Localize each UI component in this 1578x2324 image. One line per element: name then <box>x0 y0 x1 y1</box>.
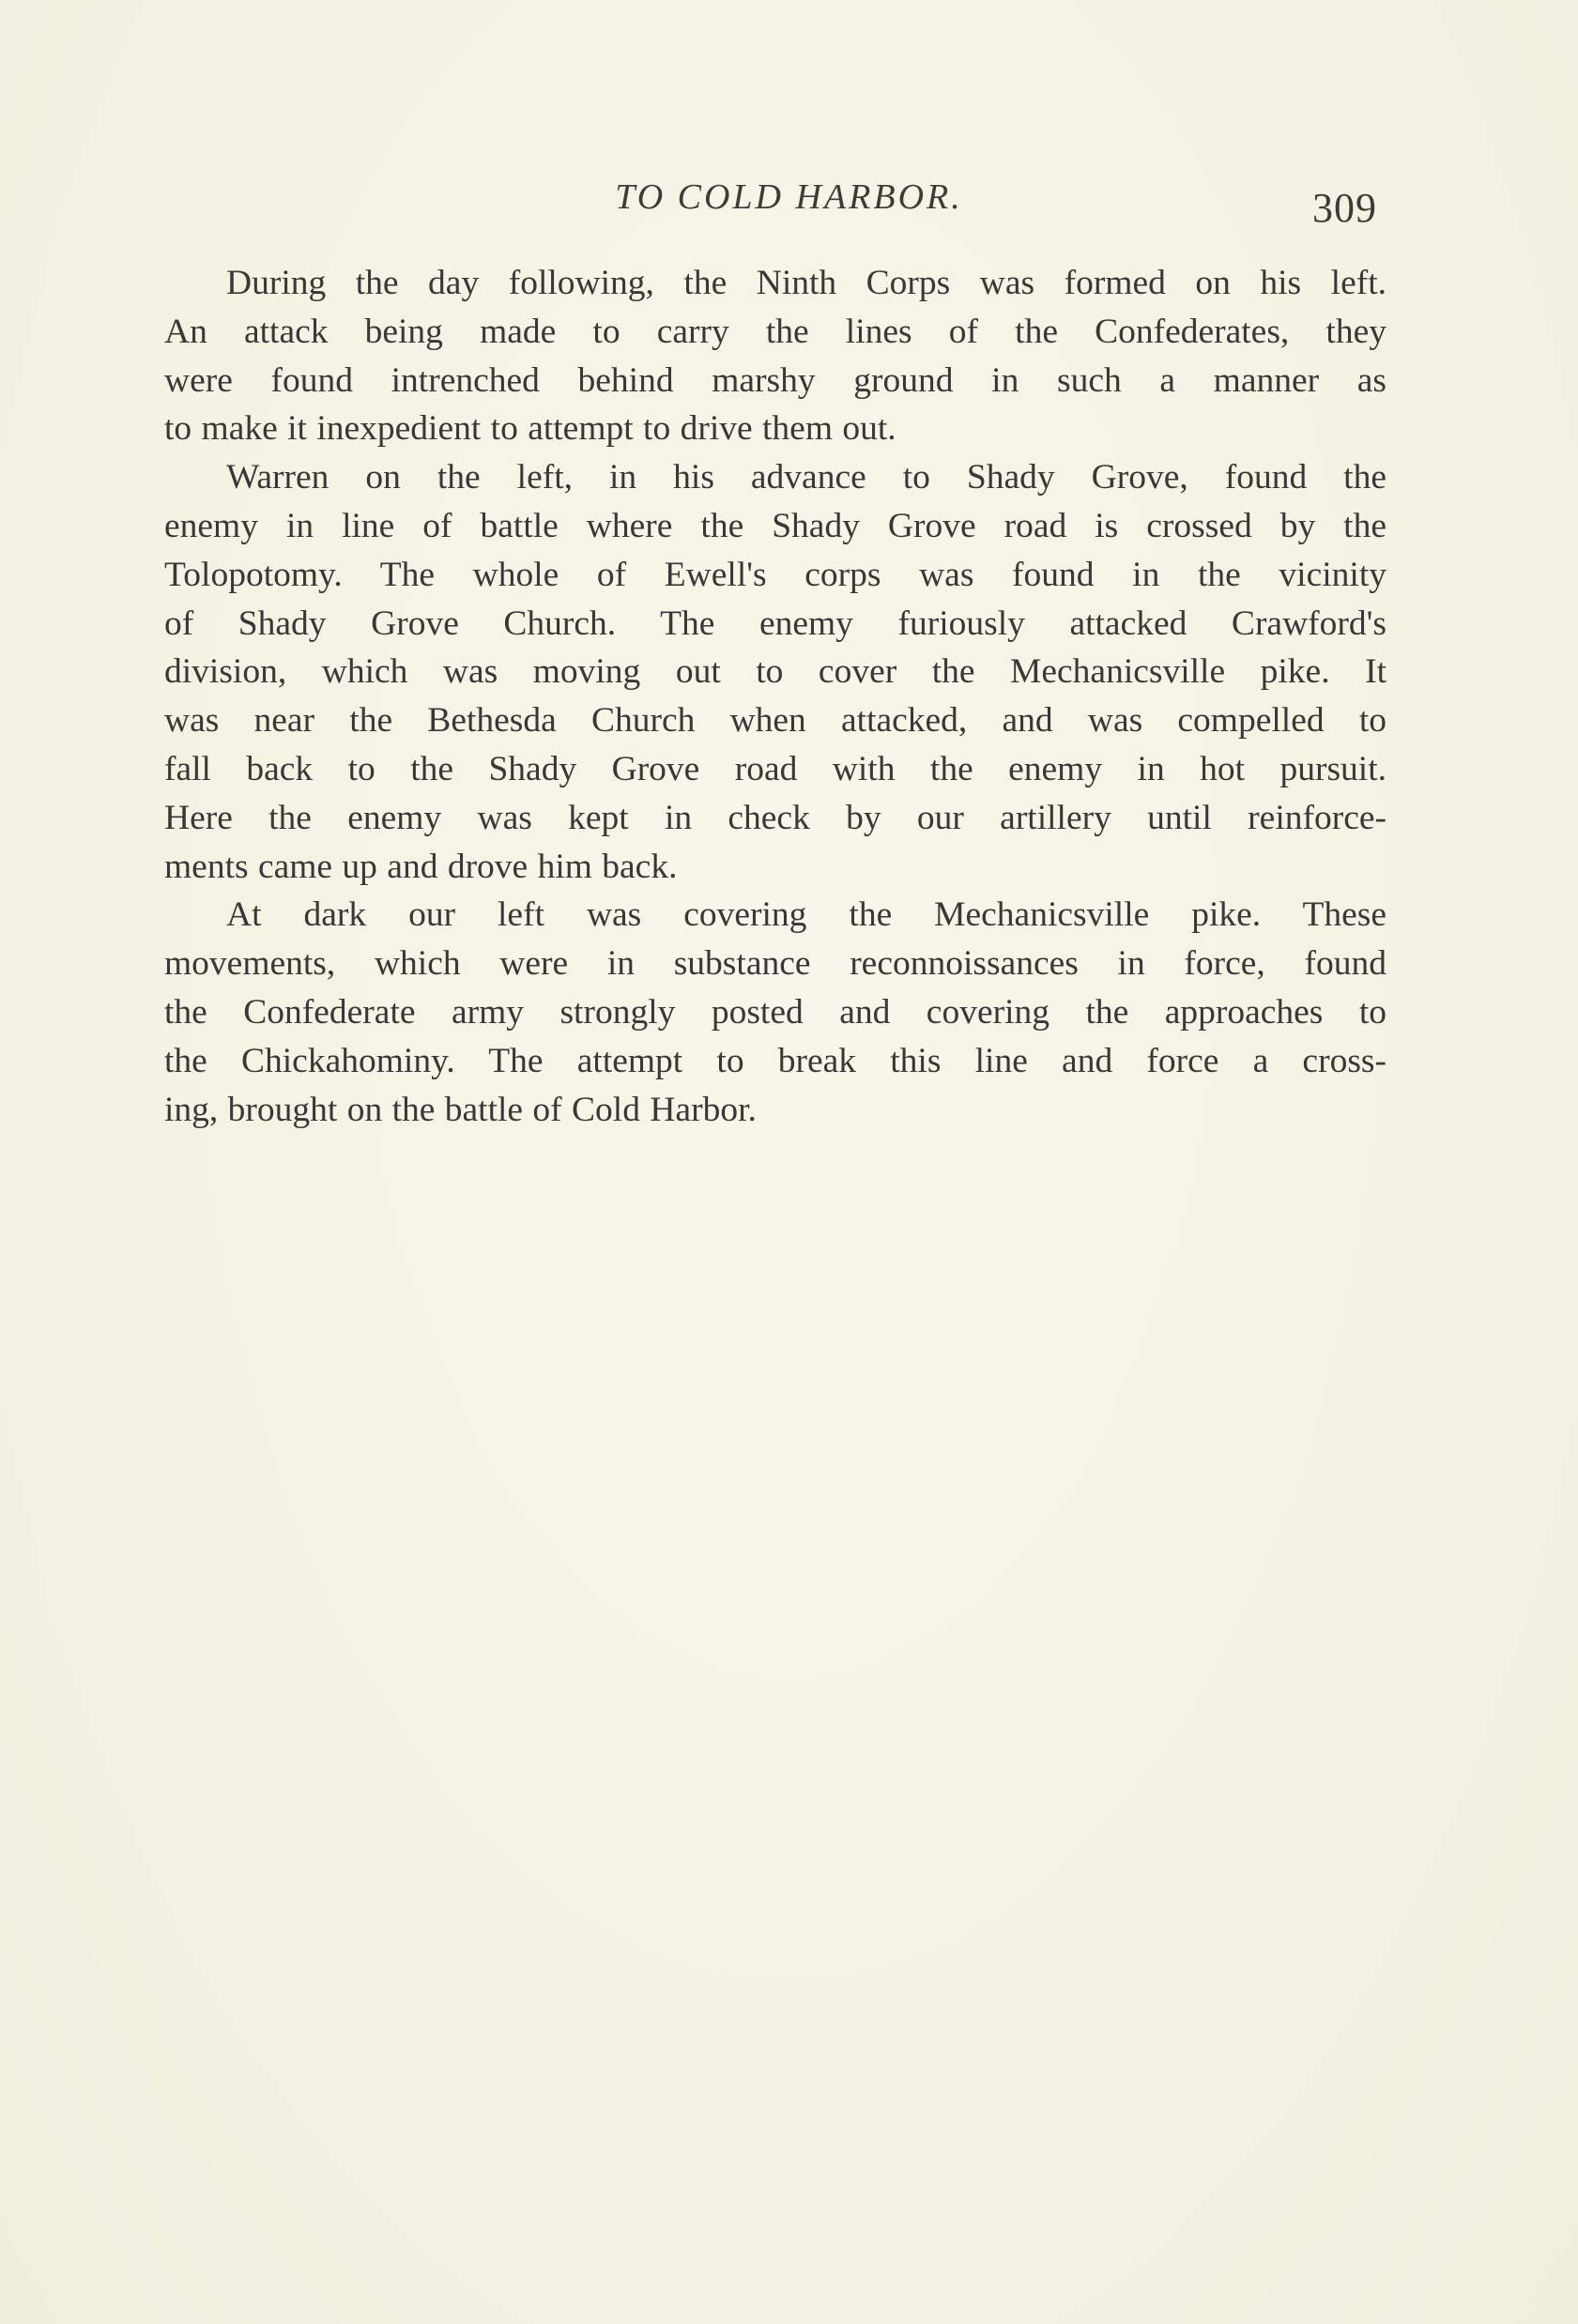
paragraph-3 <box>164 891 1386 1134</box>
text-line: division, which was moving out to cover the Mechanicsville pike. It <box>164 652 1386 692</box>
text-line: An attack being made to carry the lines of the Confederates, they <box>164 312 1386 351</box>
body-text <box>164 259 1386 1134</box>
text-line: enemy in line of battle where the Shady Grove road is crossed by the <box>164 506 1386 545</box>
text-line: to make it inexpedient to attempt to drive them out. <box>164 409 896 449</box>
text-line: ing, brought on the battle of Cold Harbor. <box>164 1090 757 1129</box>
text-line: were found intrenched behind marshy ground in such a manner as <box>164 360 1386 400</box>
text-line: movements, which were in substance reconnoissances in force, found <box>164 944 1386 984</box>
text-line: At dark our left was covering the Mechanicsville pike. These <box>226 895 1386 935</box>
text-line: Warren on the left, in his advance to Shady Grove, found the <box>226 458 1386 497</box>
text-line: ments came up and drove him back. <box>164 847 678 886</box>
page-number: 309 <box>1312 185 1377 231</box>
text-line: Tolopotomy. The whole of Ewell's corps was found in the vicinity <box>164 555 1386 594</box>
text-line: of Shady Grove Church. The enemy furiously attacked Crawford's <box>164 604 1386 643</box>
text-line: fall back to the Shady Grove road with the enemy in hot pursuit. <box>164 749 1386 788</box>
text-line: Here the enemy was kept in check by our artillery until reinforce- <box>164 798 1386 837</box>
paragraph-1 <box>164 259 1386 453</box>
text-line: During the day following, the Ninth Corps was formed on his left. <box>226 264 1386 302</box>
text-line: the Confederate army strongly posted and covering the approaches to <box>164 992 1386 1032</box>
text-line: the Chickahominy. The attempt to break this line and force a cross- <box>164 1041 1386 1080</box>
paragraph-2 <box>164 453 1386 891</box>
running-head-title: TO COLD HARBOR. <box>615 177 963 217</box>
text-line: was near the Bethesda Church when attacked, and was compelled to <box>164 701 1386 741</box>
